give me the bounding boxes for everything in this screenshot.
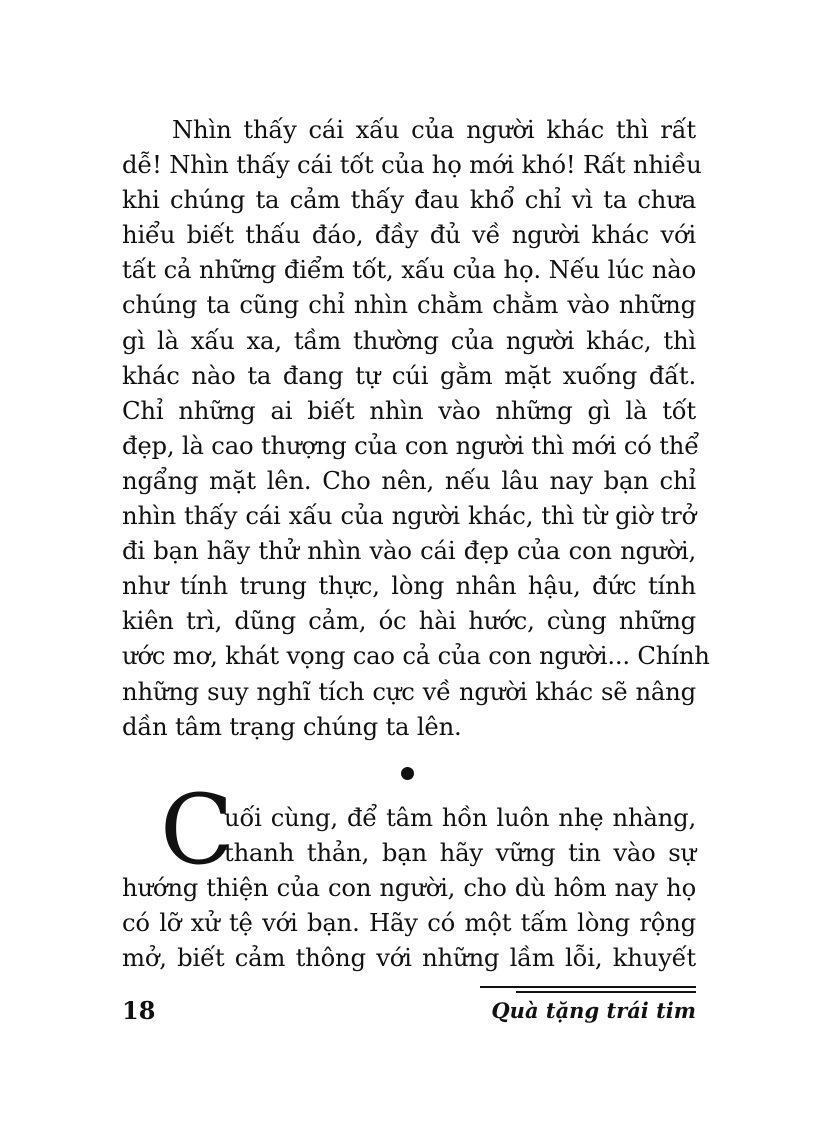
text-line: nhìn thấy cái xấu của người khác, thì từ giờ trở: [122, 501, 696, 531]
paragraph-1: [122, 112, 710, 744]
text-line: có lỡ xử tệ với bạn. Hãy có một tấm lòng rộng: [122, 908, 696, 938]
text-line: như tính trung thực, lòng nhân hậu, đức tính: [122, 571, 696, 601]
footer-rule: [480, 986, 696, 988]
text-line: khi chúng ta cảm thấy đau khổ chỉ vì ta chưa: [122, 185, 696, 215]
text-line: uối cùng, để tâm hồn luôn nhẹ nhàng,: [224, 803, 696, 832]
text-line: kiên trì, dũng cảm, óc hài hước, cùng những: [122, 606, 696, 636]
text-line: hiểu biết thấu đáo, đầy đủ về người khác với: [122, 220, 696, 250]
text-line: hướng thiện của con người, cho dù hôm nay họ: [122, 873, 696, 903]
text-line: Chỉ những ai biết nhìn vào những gì là tốt: [122, 395, 696, 425]
text-line: Nhìn thấy cái xấu của người khác thì rất: [172, 115, 696, 144]
drop-cap: C: [160, 774, 234, 886]
text-line: đẹp, là cao thượng của con người thì mới có thể: [122, 430, 699, 460]
text-line: dần tâm trạng chúng ta lên.: [122, 711, 462, 741]
text-line: những suy nghĩ tích cực về người khác sẽ nâng: [122, 676, 696, 706]
text-line: chúng ta cũng chỉ nhìn chằm chằm vào những: [122, 290, 696, 320]
footer-rule: [516, 991, 696, 993]
text-line: mở, biết cảm thông với những lầm lỗi, khuyết: [122, 943, 696, 973]
section-separator-dot: [401, 767, 414, 780]
page-number: 18: [122, 996, 156, 1025]
text-line: ngẩng mặt lên. Cho nên, nếu lâu nay bạn chỉ: [122, 465, 696, 495]
paragraph-2: [122, 800, 696, 975]
text-line: đi bạn hãy thử nhìn vào cái đẹp của con người,: [122, 536, 696, 566]
text-line: gì là xấu xa, tầm thường của người khác, thì: [122, 325, 696, 355]
text-line: thanh thản, bạn hãy vững tin vào sự: [224, 838, 696, 868]
text-line: khác nào ta đang tự cúi gằm mặt xuống đất.: [122, 360, 696, 390]
text-line: ước mơ, khát vọng cao cả của con người... Chính: [122, 641, 710, 671]
text-line: tất cả những điểm tốt, xấu của họ. Nếu lúc nào: [122, 255, 696, 285]
text-line: dễ! Nhìn thấy cái tốt của họ mới khó! Rất nhiều: [122, 150, 702, 180]
running-title: Quà tặng trái tim: [491, 998, 696, 1023]
